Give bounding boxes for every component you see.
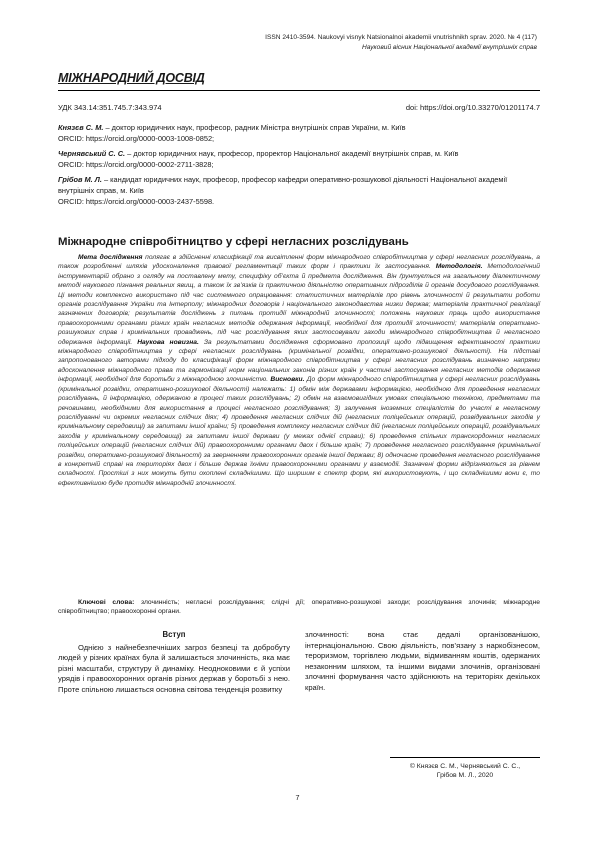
- udc-code: УДК 343.14:351.745.7:343.974: [58, 103, 162, 112]
- intro-heading: Вступ: [162, 630, 186, 639]
- author-entry: [58, 175, 538, 207]
- abstract-purpose-text: полягає в здійсненні класифікації та висвітленні форм міжнародного співробітництва у сфері негласних розслідувань, а також розробленні шляхів удосконалення правової регламентації таких форм і практики їх застосування.: [58, 254, 540, 271]
- copyright-line-1: © Князєв С. М., Чернявський С. С.,: [409, 763, 521, 770]
- abstract-purpose-label: Мета дослідження: [78, 254, 143, 261]
- copyright-notice: [390, 757, 540, 781]
- author-entry: [58, 123, 538, 144]
- author-name: Чернявський С. С.: [58, 149, 126, 159]
- section-rule: [58, 90, 540, 91]
- abstract-novelty-label: Наукова новизна.: [137, 338, 199, 346]
- meta-row: [58, 103, 540, 112]
- keywords: [58, 598, 540, 617]
- author-affiliation: – доктор юридичних наук, професор, радник Міністра внутрішніх справ України, м. Київ: [103, 123, 406, 132]
- abstract-method-text: Методологічний інструментарій обрано з огляду на поставлену мету, специфіку об’єкта й предмета дослідження. Він ґрунтується на загальному діалектичному методі наукового пізнання реальних явищ, а також їх зв’язків із практичною діяльністю оперативних підрозділів й органів досудового розслідування. Ці методи комплексно використано під час системного опрацювання: статистичних матеріалів про рівень злочинності й результати роботи органів розслідування України та Інтерполу; міжнародних договорів і національного законодавства низки держав; матеріалів практичної реалізації зазначених договорів; результатів досліджень з питань протидії міжнародній злочинності; положень наукових праць щодо використання правоохоронними органами різних країн негласних методів одержання інформації, необхідної для протидії злочинності; матеріалів оперативно-розшукових справ і кримінальних проваджень, під час розслідування яких застосовували заходи міжнародного співробітництва й негласного одержання інформації.: [58, 263, 540, 346]
- body-column-right: [305, 630, 540, 694]
- author-name: Князєв С. М.: [58, 123, 104, 132]
- section-heading: [58, 70, 538, 91]
- abstract-conclusions-text: До форм міжнародного співробітництва у сфері негласних розслідувань (кримінальної розвідки, оперативно-розшукової діяльності) належать: 1) обмін між державами інформацією, необхідною для проведення негласних розслідувань, й інформацією, одержаною в процесі таких розслідувань; 2) обмін на взаємовигідних умовах спеціальною технікою, предметами та речовинами, необхідними для використання в процесі негласного розслідування; 3) залучення іноземних спеціалістів до участі в негласному розслідуванні чи окремих негласних слідчих діях; 4) проведення негласних слідчих дій (негласних поліцейських операцій, розвідувальних заходів у кримінальному середовищі) за запитами іншої країни; 5) проведення комплексу негласних слідчих дій (негласних поліцейських операцій, розвідувальних заходів у кримінальному середовищі) за запитами іншої держави (у межах однієї справи); 6) проведення спільних транскордонних негласних поліцейських операцій (негласних слідчих дій) правоохоронними органами двох і більше країн; 7) проведення негласного розслідування (кримінальної розвідки, оперативно-розшукової діяльності) за зверненням правоохоронних органів іншої держави; 8) одночасне проведення негласного розслідування в конкретній справі на територіях двох і більше держав їхніми правоохоронними органами у взаємодії. Зазначені форми відрізняються за рівнем складності. Простіші з них можуть бути охоплені складнішими. Що ширшим є спектр форм, які використовують, і що складнішими вони є, то ефективнішою буде протидія міжнародній злочинності.: [58, 376, 541, 487]
- abstract-method-label: Методологія.: [435, 263, 483, 271]
- intro-paragraph-continued: злочинності: вона стає дедалі організованішою, інтернаціональною. Свою діяльність, пов’язану з наркобізнесом, тероризмом, торгівлею людьми, відмиванням коштів, одержаних незаконним шляхом, та іншими видами злочинів, організовані злочинні формування часто здійснюють на територіях декількох країн.: [305, 630, 540, 692]
- author-list: [58, 123, 538, 212]
- page-number: 7: [295, 793, 300, 802]
- running-head-journal: Науковий вісник Національної академії внутрішніх справ: [362, 43, 537, 51]
- author-affiliation: – кандидат юридичних наук, професор, професор кафедри оперативно-розшукової діяльності Національної академії внутрішніх справ, м. Київ: [58, 175, 508, 195]
- author-affiliation: – доктор юридичних наук, професор, проректор Національної академії внутрішніх справ, м. Київ: [125, 149, 459, 159]
- author-orcid[interactable]: ORCID: https://orcid.org/0000-0003-2437-5598.: [58, 196, 215, 206]
- keywords-label: Ключові слова:: [78, 599, 135, 606]
- running-head-issn: ISSN 2410-3594. Naukovyi visnyk Natsionalnoi akademii vnutrishnikh sprav. 2020. № 4 (117): [265, 34, 537, 41]
- section-title: МІЖНАРОДНИЙ ДОСВІД: [58, 71, 205, 85]
- abstract: [58, 253, 540, 488]
- doi-link[interactable]: doi: https://doi.org/10.33270/01201174.7: [405, 103, 540, 112]
- copyright-line-2: Грібов М. Л., 2020: [436, 772, 494, 780]
- intro-paragraph: Однією з найнебезпечніших загроз безпеці та добробуту людей у різних країнах була й залишається злочинність, яка має різні масштаби, структуру й динаміку. Неодноковими є й успіхи урядів і правоохоронних органів різних держав у боротьбі з нею. Проте спільною лишається основна світова тенденція розвитку: [58, 642, 290, 694]
- author-orcid[interactable]: ORCID: https://orcid.org/0000-0003-1008-0852;: [58, 133, 215, 143]
- abstract-novelty-text: За результатами дослідження сформовано пропозиції щодо підвищення ефективності практики міжнародного співробітництва у сфері негласних розслідувань (кримінальної розвідки, оперативно-розшукової діяльності). На підставі запропонованого авторами підходу до класифікації форм міжнародного співробітництва у сфері негласних розслідувань визначено напрями вдосконалення міжнародного права та гармонізації норм національних законів різних країн у частині застосування негласних методів одержання інформації, необхідної для боротьби з міжнародною злочинністю.: [58, 338, 540, 384]
- abstract-conclusions-label: Висновки.: [270, 376, 305, 384]
- running-head: [265, 33, 537, 52]
- article-title: Міжнародне співробітництво у сфері негласних розслідувань: [58, 236, 409, 248]
- author-orcid[interactable]: ORCID: https://orcid.org/0000-0002-2711-3828;: [58, 159, 214, 169]
- author-entry: [58, 149, 538, 170]
- author-name: Грібов М. Л.: [58, 175, 102, 185]
- body-column-left: [58, 630, 290, 696]
- keywords-text: злочинність; негласні розслідування; слідчі дії; оперативно-розшукові заходи; розслідування злочинів; міжнародне співробітництво; правоохоронні органи.: [58, 599, 540, 616]
